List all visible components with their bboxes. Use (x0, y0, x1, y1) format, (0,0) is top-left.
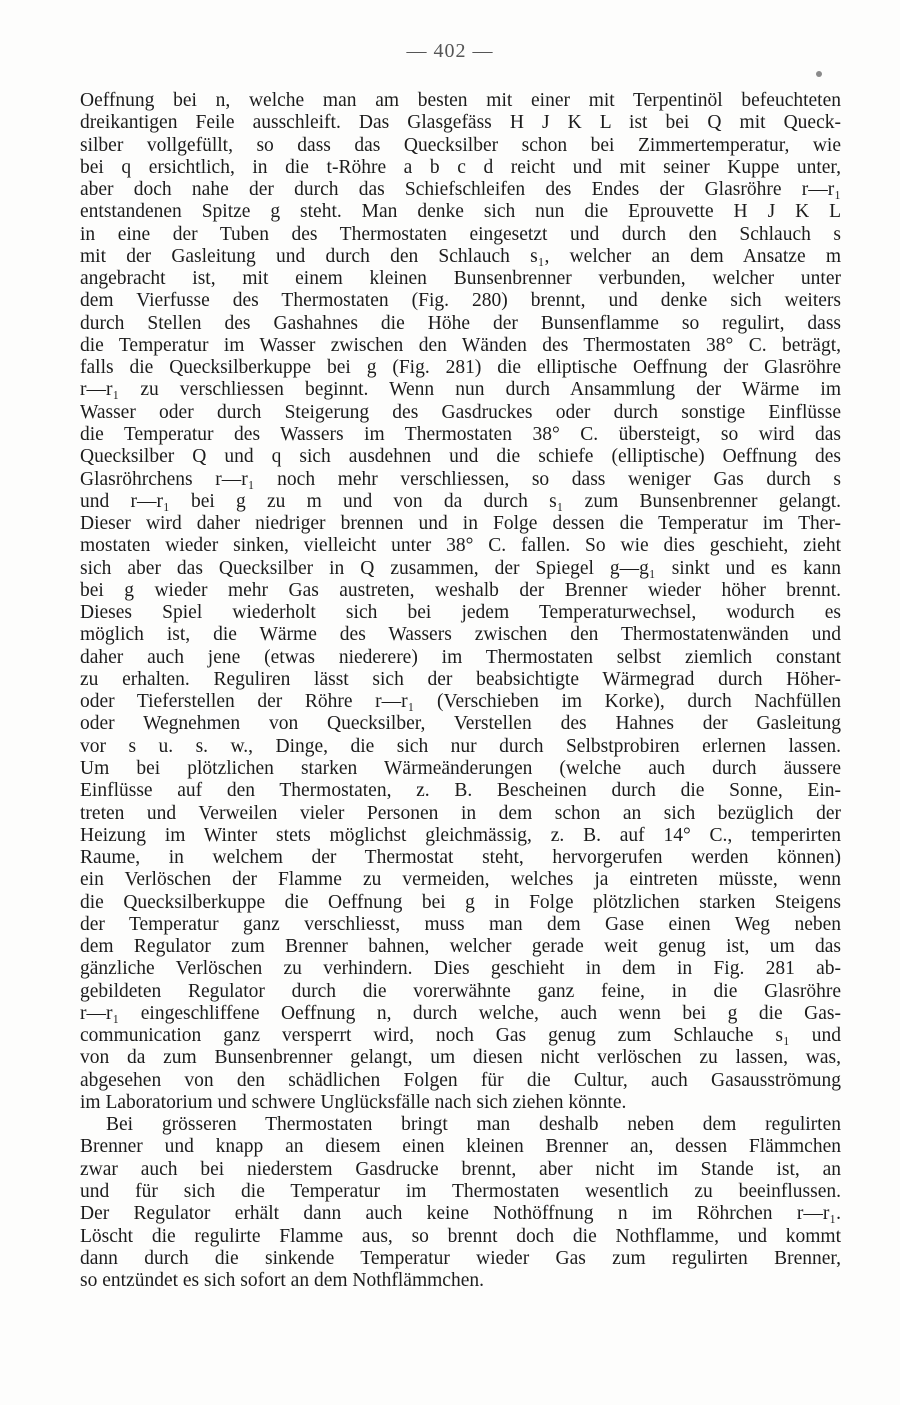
text-line: dreikantigen Feile ausschleift. Das Glasgefäss H J K L ist bei Q mit Queck- (80, 112, 841, 134)
text-line: gebildeten Regulator durch die vorerwähnte ganz feine, in die Glasröhre (80, 980, 841, 1002)
text-line: daher auch jene (etwas niederere) im Thermostaten selbst ziemlich constant (80, 646, 841, 668)
text-line: bei q ersichtlich, in die t-Röhre a b c d reicht und mit seiner Kuppe unter, (80, 156, 841, 178)
text-line: mostaten wieder sinken, vielleicht unter 38° C. fallen. So wie dies geschieht, zieht (80, 535, 841, 557)
text-line: sich aber das Quecksilber in Q zusammen, der Spiegel g—g₁ sinkt und es kann (80, 557, 841, 579)
text-line: Löscht die regulirte Flamme aus, so brennt doch die Nothflamme, und kommt (80, 1225, 841, 1247)
text-line: mit der Gasleitung und durch den Schlauch s₁, welcher an dem Ansatze m (80, 245, 841, 267)
text-line: zu erhalten. Reguliren lässt sich der beabsichtigte Wärmegrad durch Höher- (80, 668, 841, 690)
text-line: Dieses Spiel wiederholt sich bei jedem Temperaturwechsel, wodurch es (80, 602, 841, 624)
text-line: Oeffnung bei n, welche man am besten mit einer mit Terpentinöl befeuchteten (80, 90, 841, 111)
text-line: ein Verlöschen der Flamme zu vermeiden, welches ja eintreten müsste, wenn (80, 869, 841, 891)
text-line: angebracht ist, mit einem kleinen Bunsenbrenner verbunden, welcher unter (80, 268, 841, 290)
text-line: entstandenen Spitze g steht. Man denke sich nun die Eprouvette H J K L (80, 201, 841, 223)
text-line: die Temperatur im Wasser zwischen den Wänden des Thermostaten 38° C. beträgt, (80, 334, 841, 356)
text-line: und für sich die Temperatur im Thermostaten wesentlich zu beeinflussen. (80, 1181, 841, 1203)
ink-speck (816, 71, 822, 77)
text-line: Wasser oder durch Steigerung des Gasdruckes oder durch sonstige Einflüsse (80, 401, 841, 423)
text-line: Einflüsse auf den Thermostaten, z. B. Bescheinen durch die Sonne, Ein- (80, 780, 841, 802)
text-line: vor s u. s. w., Dinge, die sich nur durch Selbstprobiren erlernen lassen. (80, 735, 841, 757)
text-line: Bei grösseren Thermostaten bringt man deshalb neben dem regulirten (106, 1114, 841, 1136)
text-line: Der Regulator erhält dann auch keine Nothöffnung n im Röhrchen r—r₁. (80, 1203, 841, 1225)
text-line: dem Vierfusse des Thermostaten (Fig. 280) brennt, und denke sich weiters (80, 290, 841, 312)
text-line: abgesehen von den schädlichen Folgen für die Cultur, auch Gasausströmung (80, 1069, 841, 1091)
text-line: der Temperatur ganz verschliesst, muss man dem Gase einen Weg neben (80, 913, 841, 935)
text-line: treten und Verweilen vieler Personen in dem schon an sich bezüglich der (80, 802, 841, 824)
text-line: die Temperatur des Wassers im Thermostaten 38° C. übersteigt, so wird das (80, 423, 841, 445)
text-line: in eine der Tuben des Thermostaten eingesetzt und durch den Schlauch s (80, 223, 841, 245)
text-line: Quecksilber Q und q sich ausdehnen und die schiefe (elliptische) Oeffnung des (80, 446, 841, 468)
text-line: oder Tieferstellen der Röhre r—r₁ (Verschieben im Korke), durch Nachfüllen (80, 691, 841, 713)
text-line: Brenner und knapp an diesem einen kleinen Brenner an, dessen Flämmchen (80, 1136, 841, 1158)
text-line: r—r₁ zu verschliessen beginnt. Wenn nun durch Ansammlung der Wärme im (80, 379, 841, 401)
text-line: communication ganz versperrt wird, noch Gas genug zum Schlauche s₁ und (80, 1025, 841, 1047)
text-line: aber doch nahe der durch das Schiefschleifen des Endes der Glasröhre r—r₁ (80, 179, 841, 201)
text-line: die Quecksilberkuppe die Oeffnung bei g in Folge plötzlichen starken Steigens (80, 891, 841, 913)
text-line: r—r₁ eingeschliffene Oeffnung n, durch welche, auch wenn bei g die Gas- (80, 1002, 841, 1024)
page-number: — 402 — (406, 40, 494, 62)
paragraph (80, 1114, 841, 1292)
text-line: bei g wieder mehr Gas austreten, weshalb der Brenner wieder höher brennt. (80, 579, 841, 601)
text-line: Dieser wird daher niedriger brennen und in Folge dessen die Temperatur im Ther- (80, 513, 841, 535)
text-line: falls die Quecksilberkuppe bei g (Fig. 281) die elliptische Oeffnung der Glasröhre (80, 357, 841, 379)
paragraph (80, 90, 841, 1114)
text-line: im Laboratorium und schwere Unglücksfälle nach sich ziehen könnte. (80, 1091, 627, 1113)
text-line: dem Regulator zum Brenner bahnen, welcher gerade weit genug ist, um das (80, 936, 841, 958)
text-line: Raume, in welchem der Thermostat steht, hervorgerufen werden können) (80, 847, 841, 869)
body-text (80, 90, 841, 1292)
text-line: durch Stellen des Gashahnes die Höhe der Bunsenflamme so regulirt, dass (80, 312, 841, 334)
text-line: oder Wegnehmen von Quecksilber, Verstellen des Hahnes der Gasleitung (80, 713, 841, 735)
text-line: möglich ist, die Wärme des Wassers zwischen den Thermostatenwänden und (80, 624, 841, 646)
text-line: Heizung im Winter stets möglichst gleichmässig, z. B. auf 14° C., temperirten (80, 824, 841, 846)
text-line: Um bei plötzlichen starken Wärmeänderungen (welche auch durch äussere (80, 757, 841, 779)
text-line: zwar auch bei niederstem Gasdrucke brennt, aber nicht im Stande ist, an (80, 1158, 841, 1180)
text-line: dann durch die sinkende Temperatur wieder Gas zum regulirten Brenner, (80, 1247, 841, 1269)
text-line: gänzliche Verlöschen zu verhindern. Dies geschieht in dem in Fig. 281 ab- (80, 958, 841, 980)
text-line: und r—r₁ bei g zu m und von da durch s₁ zum Bunsenbrenner gelangt. (80, 490, 841, 512)
text-line: silber vollgefüllt, so dass das Quecksilber schon bei Zimmertemperatur, wie (80, 134, 841, 156)
text-line: Glasröhrchens r—r₁ noch mehr verschliessen, so dass weniger Gas durch s (80, 468, 841, 490)
text-line: von da zum Bunsenbrenner gelangt, um diesen nicht verlöschen zu lassen, was, (80, 1047, 841, 1069)
text-line: so entzündet es sich sofort an dem Nothflämmchen. (80, 1270, 484, 1292)
